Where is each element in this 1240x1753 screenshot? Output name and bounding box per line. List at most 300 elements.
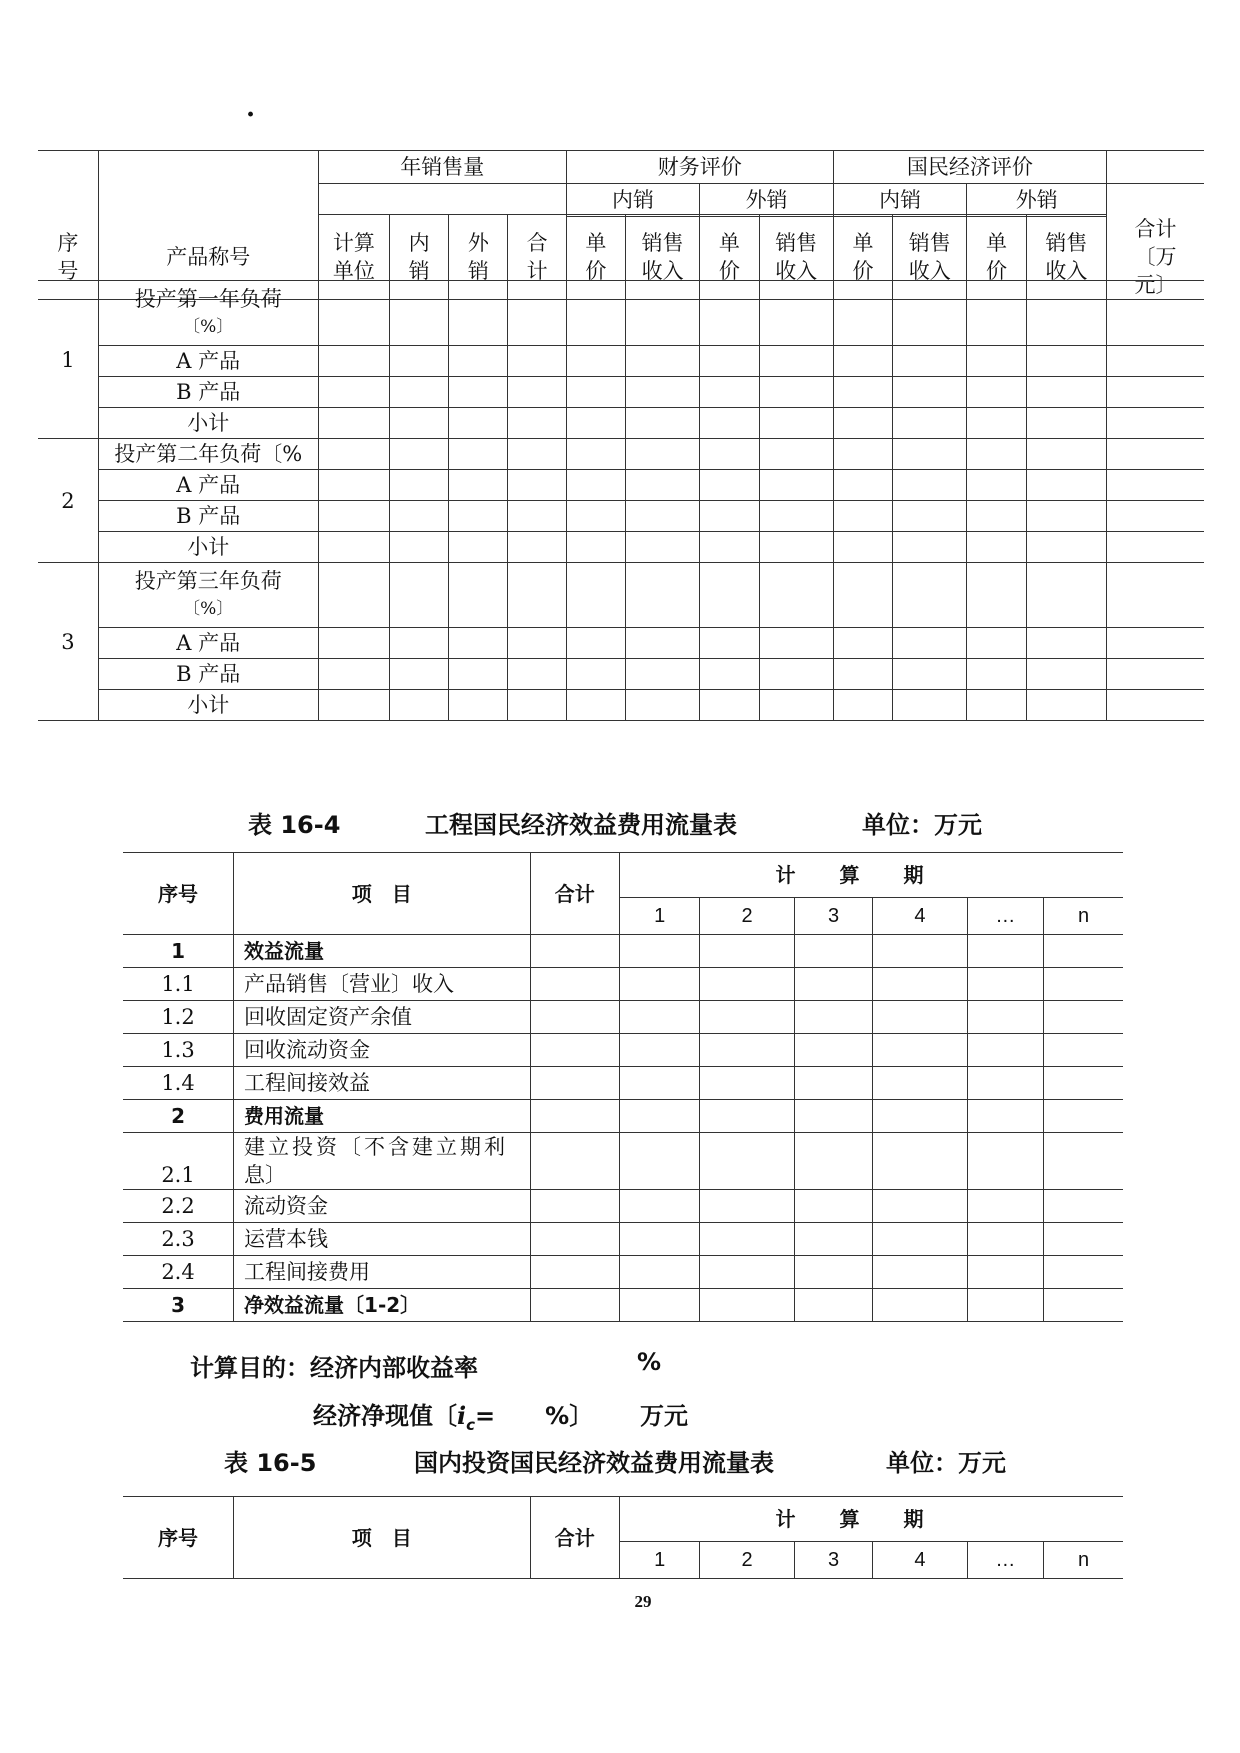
data-cell: [794, 1133, 872, 1190]
data-cell: [619, 968, 699, 1001]
data-cell: [1107, 281, 1205, 346]
table-row: [38, 408, 1204, 439]
data-cell: [566, 501, 625, 532]
data-cell: [619, 1034, 699, 1067]
data-cell: [873, 1190, 967, 1223]
data-cell: [625, 346, 699, 377]
row-seq: 2.3: [123, 1223, 234, 1256]
data-cell: [967, 1034, 1043, 1067]
data-cell: [449, 439, 508, 470]
data-cell: [318, 690, 389, 721]
data-cell: [967, 501, 1026, 532]
table-row: [38, 470, 1204, 501]
data-cell: [700, 935, 794, 968]
period-header: 计算期: [619, 1497, 1123, 1542]
data-cell: [967, 1133, 1043, 1190]
data-cell: [619, 1256, 699, 1289]
nat-export-header: 外销: [967, 184, 1107, 217]
total-header-spacer: [1107, 184, 1205, 217]
table-row: [38, 346, 1204, 377]
data-cell: [700, 1289, 794, 1322]
row-label: 回收流动资金: [234, 1034, 530, 1067]
export-qty-header: 外 销: [449, 215, 508, 300]
domestic-qty-header: 内 销: [389, 215, 448, 300]
data-cell: [967, 439, 1026, 470]
row-seq: 1.1: [123, 968, 234, 1001]
table2-caption-number: 表 16-4: [248, 811, 341, 839]
data-cell: [449, 532, 508, 563]
calc-unit-header: 计算 单位: [318, 215, 389, 300]
subtotal-label: 小计: [98, 408, 318, 439]
revenue-header: 销售 收入: [625, 215, 699, 300]
data-cell: [967, 470, 1026, 501]
data-cell: [700, 1223, 794, 1256]
data-cell: [873, 1223, 967, 1256]
data-cell: [625, 659, 699, 690]
group-seq: 2: [38, 439, 98, 563]
data-cell: [833, 408, 892, 439]
data-cell: [700, 659, 759, 690]
data-cell: [508, 470, 566, 501]
data-cell: [700, 1001, 794, 1034]
seq-header-top: [38, 151, 98, 217]
data-cell: [893, 628, 967, 659]
data-cell: [833, 346, 892, 377]
data-cell: [794, 1067, 872, 1100]
data-cell: [759, 628, 833, 659]
product-label: A 产品: [98, 628, 318, 659]
data-cell: [566, 377, 625, 408]
data-cell: [1107, 377, 1205, 408]
data-cell: [389, 501, 448, 532]
data-cell: [759, 377, 833, 408]
data-cell: [794, 935, 872, 968]
fin-export-header: 外销: [700, 184, 834, 217]
row-label: 工程间接效益: [234, 1067, 530, 1100]
data-cell: [893, 563, 967, 628]
data-cell: [967, 1190, 1043, 1223]
data-cell: [566, 439, 625, 470]
data-cell: [873, 935, 967, 968]
data-cell: [794, 1001, 872, 1034]
row-label: 流动资金: [234, 1190, 530, 1223]
data-cell: [700, 470, 759, 501]
data-cell: [967, 1067, 1043, 1100]
data-cell: [967, 1256, 1043, 1289]
data-cell: [566, 563, 625, 628]
data-cell: [389, 659, 448, 690]
data-cell: [318, 563, 389, 628]
data-cell: [389, 690, 448, 721]
data-cell: [1044, 1223, 1123, 1256]
row-seq: 3: [123, 1289, 234, 1322]
data-cell: [833, 470, 892, 501]
table-row: [38, 690, 1204, 721]
data-cell: [967, 563, 1026, 628]
sum-qty-header: 合 计: [508, 215, 566, 300]
data-cell: [1044, 1034, 1123, 1067]
period-header: 计算期: [619, 853, 1123, 898]
data-cell: [794, 1100, 872, 1133]
data-cell: [508, 281, 566, 346]
data-cell: [1026, 628, 1106, 659]
data-cell: [893, 470, 967, 501]
data-cell: [619, 1133, 699, 1190]
data-cell: [833, 501, 892, 532]
data-cell: [625, 563, 699, 628]
data-cell: [530, 1067, 619, 1100]
annual-sales-spacer: [318, 184, 566, 217]
row-seq: 2.4: [123, 1256, 234, 1289]
row-label: 费用流量: [234, 1100, 530, 1133]
row-label: 工程间接费用: [234, 1256, 530, 1289]
data-cell: [449, 346, 508, 377]
data-cell: [1026, 470, 1106, 501]
data-cell: [566, 532, 625, 563]
data-cell: [625, 281, 699, 346]
table-row: [38, 377, 1204, 408]
table3-caption-title: 国内投资国民经济效益费用流量表: [414, 1449, 774, 1477]
data-cell: [619, 1223, 699, 1256]
data-cell: [318, 501, 389, 532]
data-cell: [389, 408, 448, 439]
data-cell: [759, 439, 833, 470]
period-2: 2: [700, 898, 794, 935]
period-1: 1: [619, 1542, 699, 1579]
table-row: [123, 1190, 1123, 1223]
table2-caption-title: 工程国民经济效益费用流量表: [425, 811, 737, 839]
group-seq: 1: [38, 281, 98, 439]
data-cell: [389, 439, 448, 470]
data-cell: [1026, 281, 1106, 346]
data-cell: [873, 1001, 967, 1034]
data-cell: [625, 501, 699, 532]
npv-unit: 万元: [640, 1402, 688, 1430]
data-cell: [389, 346, 448, 377]
data-cell: [893, 439, 967, 470]
data-cell: [1026, 690, 1106, 721]
stray-dot: ·: [246, 100, 256, 130]
data-cell: [1044, 935, 1123, 968]
data-cell: [619, 935, 699, 968]
data-cell: [1107, 470, 1205, 501]
data-cell: [700, 1133, 794, 1190]
data-cell: [449, 628, 508, 659]
data-cell: [1044, 1256, 1123, 1289]
data-cell: [318, 470, 389, 501]
data-cell: [700, 377, 759, 408]
period-5: …: [967, 898, 1043, 935]
data-cell: [1026, 377, 1106, 408]
domestic-investment-flow-table: [123, 1496, 1123, 1579]
data-cell: [318, 659, 389, 690]
data-cell: [1107, 659, 1205, 690]
row-label: 产品销售〔营业〕收入: [234, 968, 530, 1001]
data-cell: [833, 439, 892, 470]
data-cell: [873, 968, 967, 1001]
data-cell: [449, 470, 508, 501]
total-header-cell: 合计 〔万 元〕: [1107, 215, 1205, 300]
data-cell: [873, 1067, 967, 1100]
data-cell: [700, 1100, 794, 1133]
data-cell: [619, 1067, 699, 1100]
data-cell: [759, 690, 833, 721]
nat-domestic-header: 内销: [833, 184, 967, 217]
load-label: 投产第二年负荷〔%: [98, 439, 318, 470]
data-cell: [566, 659, 625, 690]
table-row: [123, 1256, 1123, 1289]
data-cell: [389, 563, 448, 628]
data-cell: [833, 690, 892, 721]
data-cell: [967, 346, 1026, 377]
data-cell: [389, 470, 448, 501]
data-cell: [449, 408, 508, 439]
data-cell: [967, 1223, 1043, 1256]
sales-revenue-table-top: [38, 150, 1204, 217]
period-6: n: [1044, 1542, 1123, 1579]
revenue-header: 销售 收入: [759, 215, 833, 300]
product-label: A 产品: [98, 346, 318, 377]
data-cell: [700, 439, 759, 470]
data-cell: [530, 1001, 619, 1034]
data-cell: [967, 659, 1026, 690]
data-cell: [449, 659, 508, 690]
table-row: [38, 501, 1204, 532]
data-cell: [833, 659, 892, 690]
financial-eval-header: 财务评价: [566, 151, 833, 184]
data-cell: [759, 659, 833, 690]
data-cell: [1026, 532, 1106, 563]
data-cell: [619, 1001, 699, 1034]
subtotal-label: 小计: [98, 690, 318, 721]
annual-sales-header: 年销售量: [318, 151, 566, 184]
data-cell: [530, 1034, 619, 1067]
data-cell: [759, 501, 833, 532]
data-cell: [1044, 1133, 1123, 1190]
data-cell: [893, 346, 967, 377]
data-cell: [508, 659, 566, 690]
table-row: [123, 1223, 1123, 1256]
data-cell: [700, 1034, 794, 1067]
table-row: [38, 439, 1204, 470]
data-cell: [1026, 563, 1106, 628]
table-row: [123, 1067, 1123, 1100]
group-seq: 3: [38, 563, 98, 721]
data-cell: [530, 1100, 619, 1133]
revenue-header: 销售 收入: [893, 215, 967, 300]
data-cell: [389, 377, 448, 408]
data-cell: [508, 439, 566, 470]
period-5: …: [967, 1542, 1043, 1579]
data-cell: [967, 532, 1026, 563]
data-cell: [389, 281, 448, 346]
data-cell: [508, 690, 566, 721]
data-cell: [1107, 563, 1205, 628]
data-cell: [530, 1190, 619, 1223]
data-cell: [389, 532, 448, 563]
data-cell: [625, 439, 699, 470]
data-cell: [759, 532, 833, 563]
data-cell: [508, 628, 566, 659]
data-cell: [318, 532, 389, 563]
row-label: 回收固定资产余值: [234, 1001, 530, 1034]
data-cell: [700, 628, 759, 659]
data-cell: [1107, 408, 1205, 439]
data-cell: [700, 501, 759, 532]
price-header: 单 价: [967, 215, 1026, 300]
data-cell: [1044, 1100, 1123, 1133]
data-cell: [625, 532, 699, 563]
data-cell: [967, 1289, 1043, 1322]
data-cell: [566, 690, 625, 721]
data-cell: [449, 377, 508, 408]
period-3: 3: [794, 898, 872, 935]
period-1: 1: [619, 898, 699, 935]
data-cell: [508, 532, 566, 563]
table3-caption-number: 表 16-5: [224, 1449, 317, 1477]
data-cell: [893, 690, 967, 721]
product-label: A 产品: [98, 470, 318, 501]
data-cell: [530, 968, 619, 1001]
data-cell: [625, 690, 699, 721]
npv-label: 经济净现值〔$i_c=$ %〕: [313, 1401, 594, 1434]
seq-header: 序号: [123, 1497, 234, 1579]
irr-unit: %: [637, 1348, 662, 1376]
data-cell: [1044, 1190, 1123, 1223]
table-row: [38, 563, 1204, 628]
row-seq: 1: [123, 935, 234, 968]
data-cell: [1026, 408, 1106, 439]
data-cell: [833, 532, 892, 563]
data-cell: [619, 1190, 699, 1223]
page-number: 29: [634, 1592, 652, 1611]
table-row: [123, 935, 1123, 968]
row-seq: 2.1: [123, 1133, 234, 1190]
data-cell: [318, 628, 389, 659]
data-cell: [508, 346, 566, 377]
data-cell: [700, 563, 759, 628]
data-cell: [700, 281, 759, 346]
data-cell: [619, 1100, 699, 1133]
data-cell: [1044, 1001, 1123, 1034]
table-row: [123, 968, 1123, 1001]
data-cell: [530, 1133, 619, 1190]
data-cell: [833, 563, 892, 628]
data-cell: [1107, 532, 1205, 563]
data-cell: [967, 408, 1026, 439]
data-cell: [967, 281, 1026, 346]
seq-header-cell: 序 号: [38, 215, 98, 300]
table-row: [38, 532, 1204, 563]
product-label: B 产品: [98, 501, 318, 532]
table-row: [38, 659, 1204, 690]
data-cell: [625, 628, 699, 659]
irr-label: 计算目的：经济内部收益率: [190, 1354, 478, 1382]
data-cell: [625, 470, 699, 501]
fin-domestic-header: 内销: [566, 184, 700, 217]
data-cell: [700, 1067, 794, 1100]
data-cell: [794, 1256, 872, 1289]
product-label: B 产品: [98, 659, 318, 690]
data-cell: [619, 1289, 699, 1322]
data-cell: [794, 968, 872, 1001]
data-cell: [700, 408, 759, 439]
period-4: 4: [873, 898, 967, 935]
data-cell: [967, 1001, 1043, 1034]
data-cell: [625, 408, 699, 439]
price-header: 单 价: [566, 215, 625, 300]
data-cell: [759, 470, 833, 501]
data-cell: [967, 690, 1026, 721]
data-cell: [794, 1190, 872, 1223]
data-cell: [873, 1100, 967, 1133]
data-cell: [700, 1256, 794, 1289]
price-header: 单 价: [833, 215, 892, 300]
data-cell: [794, 1034, 872, 1067]
data-cell: [893, 659, 967, 690]
data-cell: [794, 1223, 872, 1256]
row-label: 净效益流量〔1-2〕: [234, 1289, 530, 1322]
data-cell: [700, 532, 759, 563]
data-cell: [508, 377, 566, 408]
data-cell: [700, 346, 759, 377]
data-cell: [700, 968, 794, 1001]
data-cell: [566, 408, 625, 439]
data-cell: [449, 690, 508, 721]
row-seq: 1.4: [123, 1067, 234, 1100]
data-cell: [318, 439, 389, 470]
data-cell: [449, 281, 508, 346]
row-label: 建立投资〔不含建立期利 息〕: [234, 1133, 530, 1190]
item-header: 项 目: [234, 853, 530, 935]
data-cell: [759, 563, 833, 628]
data-cell: [1026, 439, 1106, 470]
data-cell: [530, 1256, 619, 1289]
data-cell: [967, 628, 1026, 659]
national-eval-header: 国民经济评价: [833, 151, 1106, 184]
data-cell: [318, 346, 389, 377]
product-header-top: [98, 151, 318, 217]
product-label: B 产品: [98, 377, 318, 408]
data-cell: [893, 408, 967, 439]
data-cell: [318, 377, 389, 408]
data-cell: [873, 1256, 967, 1289]
seq-header: 序号: [123, 853, 234, 935]
data-cell: [967, 968, 1043, 1001]
data-cell: [566, 470, 625, 501]
data-cell: [833, 628, 892, 659]
data-cell: [873, 1289, 967, 1322]
data-cell: [967, 377, 1026, 408]
period-4: 4: [873, 1542, 967, 1579]
table-row: [123, 1100, 1123, 1133]
load-label: 投产第一年负荷 〔%〕: [98, 281, 318, 346]
data-cell: [700, 1190, 794, 1223]
data-cell: [625, 377, 699, 408]
row-seq: 1.2: [123, 1001, 234, 1034]
data-cell: [1044, 1289, 1123, 1322]
data-cell: [833, 281, 892, 346]
data-cell: [530, 1289, 619, 1322]
data-cell: [508, 408, 566, 439]
data-cell: [508, 501, 566, 532]
data-cell: [1107, 690, 1205, 721]
row-label: 效益流量: [234, 935, 530, 968]
data-cell: [893, 501, 967, 532]
row-label: 运营本钱: [234, 1223, 530, 1256]
data-cell: [508, 563, 566, 628]
data-cell: [1026, 501, 1106, 532]
